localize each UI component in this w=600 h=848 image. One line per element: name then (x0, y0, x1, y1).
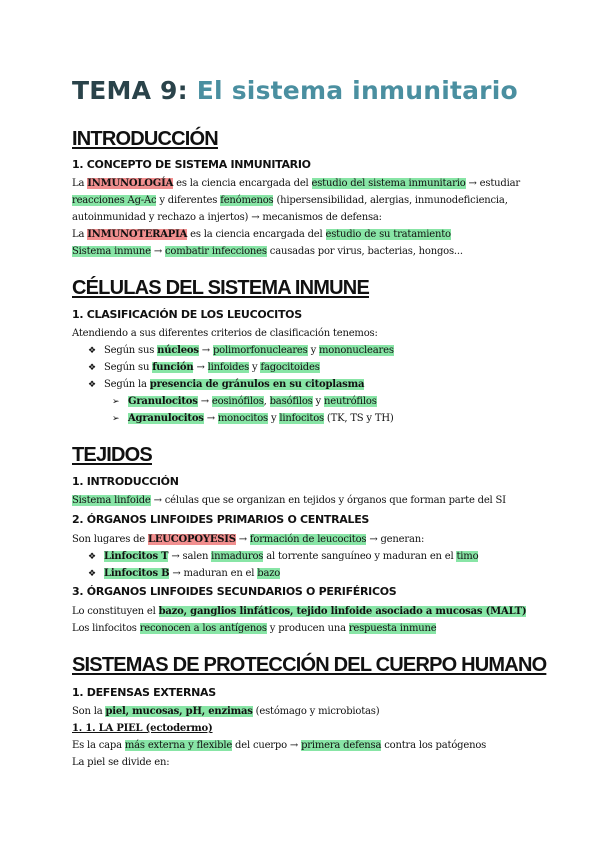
list-item: ➢ Granulocitos → eosinófilos, basófilos y neutrófilos (112, 393, 572, 411)
paragraph-line: Son lugares de LEUCOPOYESIS → formación de leucocitos → generan: (72, 534, 425, 545)
diamond-bullet-icon: ❖ (88, 552, 96, 562)
arrow-bullet-icon: ➢ (112, 414, 120, 424)
arrow-bullet-icon: ➢ (112, 397, 120, 407)
paragraph-line: Es la capa más externa y flexible del cuerpo → primera defensa contra los patógenos (72, 740, 487, 751)
diamond-bullet-icon: ❖ (88, 569, 96, 579)
list-item: ❖ Linfocitos T → salen inmaduros al torrente sanguíneo y maduran en el timo (88, 548, 548, 566)
section-heading-sistemas-proteccion: SISTEMAS DE PROTECCIÓN DEL CUERPO HUMANO (72, 654, 547, 676)
paragraph-line: Atendiendo a sus diferentes criterios de clasificación tenemos: (72, 328, 378, 339)
title-prefix: TEMA 9: (72, 76, 188, 105)
subheading-clasificacion: 1. CLASIFICACIÓN DE LOS LEUCOCITOS (72, 308, 302, 321)
paragraph-line: Sistema linfoide → células que se organizan en tejidos y órganos que forman parte del SI (72, 495, 506, 506)
title-main: El sistema inmunitario (196, 76, 518, 105)
paragraph-line: Lo constituyen el bazo, ganglios linfáticos, tejido linfoide asociado a mucosas (MALT) (72, 606, 527, 617)
paragraph-line: La INMUNOTERAPIA es la ciencia encargada del estudio de su tratamiento (72, 229, 451, 240)
paragraph-line: La INMUNOLOGÍA es la ciencia encargada del estudio del sistema inmunitario → estudiar (72, 178, 520, 189)
subheading-concepto: 1. CONCEPTO DE SISTEMA INMUNITARIO (72, 158, 311, 171)
section-heading-tejidos: TEJIDOS (72, 444, 152, 466)
page-title (72, 76, 518, 105)
subheading-la-piel: 1. 1. LA PIEL (ectodermo) (72, 723, 213, 734)
list-item: ❖ Según sus núcleos → polimorfonucleares y mononucleares (88, 342, 548, 360)
paragraph-line: Son la piel, mucosas, pH, enzimas (estómago y microbiotas) (72, 706, 380, 717)
section-heading-celulas: CÉLULAS DEL SISTEMA INMUNE (72, 277, 369, 299)
diamond-bullet-icon: ❖ (88, 363, 96, 373)
paragraph-line: La piel se divide en: (72, 757, 170, 768)
subheading-primarios: 2. ÓRGANOS LINFOIDES PRIMARIOS O CENTRALES (72, 513, 370, 526)
diamond-bullet-icon: ❖ (88, 380, 96, 390)
list-item: ➢ Agranulocitos → monocitos y linfocitos (TK, TS y TH) (112, 410, 572, 428)
paragraph-line: Sistema inmune → combatir infecciones causadas por virus, bacterias, hongos... (72, 246, 463, 257)
list-item: ❖ Según la presencia de gránulos en su citoplasma (88, 376, 548, 394)
diamond-bullet-icon: ❖ (88, 346, 96, 356)
paragraph-line: Los linfocitos reconocen a los antígenos y producen una respuesta inmune (72, 623, 437, 634)
subheading-introduccion: 1. INTRODUCCIÓN (72, 475, 179, 488)
list-item: ❖ Según su función → linfoides y fagocitoides (88, 359, 548, 377)
list-item: ❖ Linfocitos B → maduran en el bazo (88, 565, 548, 583)
paragraph-line: reacciones Ag-Ac y diferentes fenómenos (hipersensibilidad, alergias, inmunodeficiencia, (72, 195, 508, 206)
subheading-secundarios: 3. ÓRGANOS LINFOIDES SECUNDARIOS O PERIFÉRICOS (72, 585, 397, 598)
subheading-defensas-externas: 1. DEFENSAS EXTERNAS (72, 686, 216, 699)
paragraph-line: autoinmunidad y rechazo a injertos) → mecanismos de defensa: (72, 212, 382, 223)
section-heading-introduccion: INTRODUCCIÓN (72, 128, 218, 150)
